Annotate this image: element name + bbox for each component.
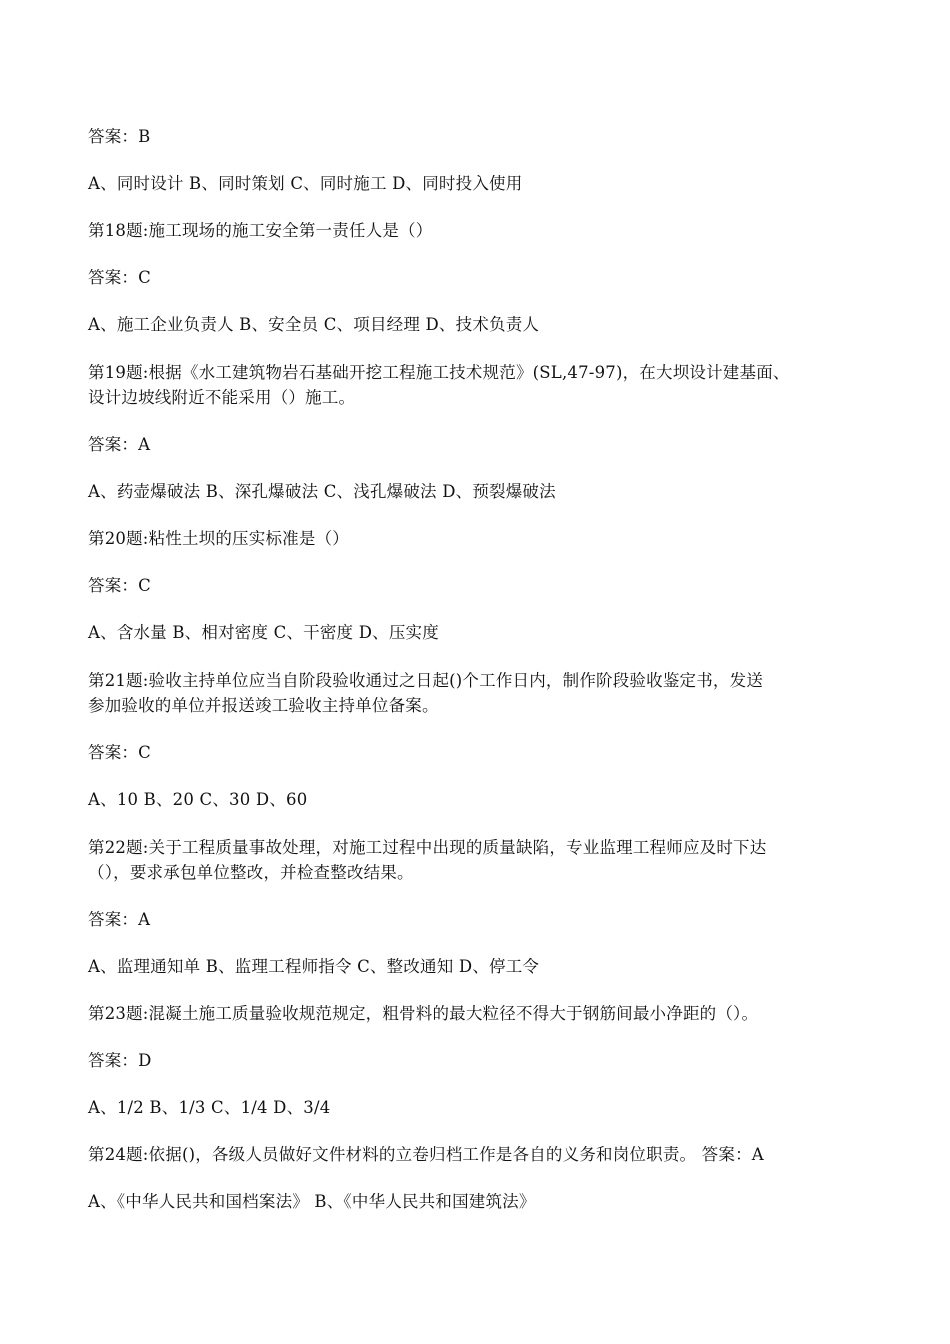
options-line: A、《中华人民共和国档案法》 B、《中华人民共和国建筑法》: [88, 1192, 536, 1211]
question-line-continued: （），要求承包单位整改，并检查整改结果。: [88, 863, 414, 882]
answer-line: 答案：A: [88, 910, 151, 929]
question-line: 第23题:混凝土施工质量验收规范规定，粗骨料的最大粒径不得大于钢筋间最小净距的（）。: [88, 1004, 759, 1023]
options-line: A、施工企业负责人 B、安全员 C、项目经理 D、技术负责人: [88, 315, 540, 334]
answer-line: 答案：D: [88, 1051, 152, 1070]
question-line: 第18题:施工现场的施工安全第一责任人是（）: [88, 221, 433, 240]
options-line: A、监理通知单 B、监理工程师指令 C、整改通知 D、停工令: [88, 957, 540, 976]
answer-line: 答案：C: [88, 268, 151, 287]
options-line: A、药壶爆破法 B、深孔爆破法 C、浅孔爆破法 D、预裂爆破法: [88, 482, 556, 501]
question-line-continued: 设计边坡线附近不能采用（）施工。: [88, 388, 356, 407]
question-line: 第21题:验收主持单位应当自阶段验收通过之日起()个工作日内，制作阶段验收鉴定书，发送: [88, 671, 764, 690]
options-line: A、含水量 B、相对密度 C、干密度 D、压实度: [88, 623, 439, 642]
options-line: A、1/2 B、1/3 C、1/4 D、3/4: [88, 1098, 331, 1117]
question-line-continued: 参加验收的单位并报送竣工验收主持单位备案。: [88, 696, 439, 715]
options-line: A、10 B、20 C、30 D、60: [88, 790, 308, 809]
options-line: A、同时设计 B、同时策划 C、同时施工 D、同时投入使用: [88, 174, 523, 193]
answer-line: 答案：B: [88, 127, 151, 146]
question-line: 第22题:关于工程质量事故处理，对施工过程中出现的质量缺陷，专业监理工程师应及时下达: [88, 838, 767, 857]
answer-line: 答案：C: [88, 576, 151, 595]
answer-line: 答案：A: [88, 435, 151, 454]
question-line: 第20题:粘性土坝的压实标准是（）: [88, 529, 349, 548]
question-line: 第19题:根据《水工建筑物岩石基础开挖工程施工技术规范》(SL,47-97)，在大坝设计建基面、: [88, 363, 790, 382]
question-line: 第24题:依据()，各级人员做好文件材料的立卷归档工作是各自的义务和岗位职责。 答案：A: [88, 1145, 764, 1164]
answer-line: 答案：C: [88, 743, 151, 762]
